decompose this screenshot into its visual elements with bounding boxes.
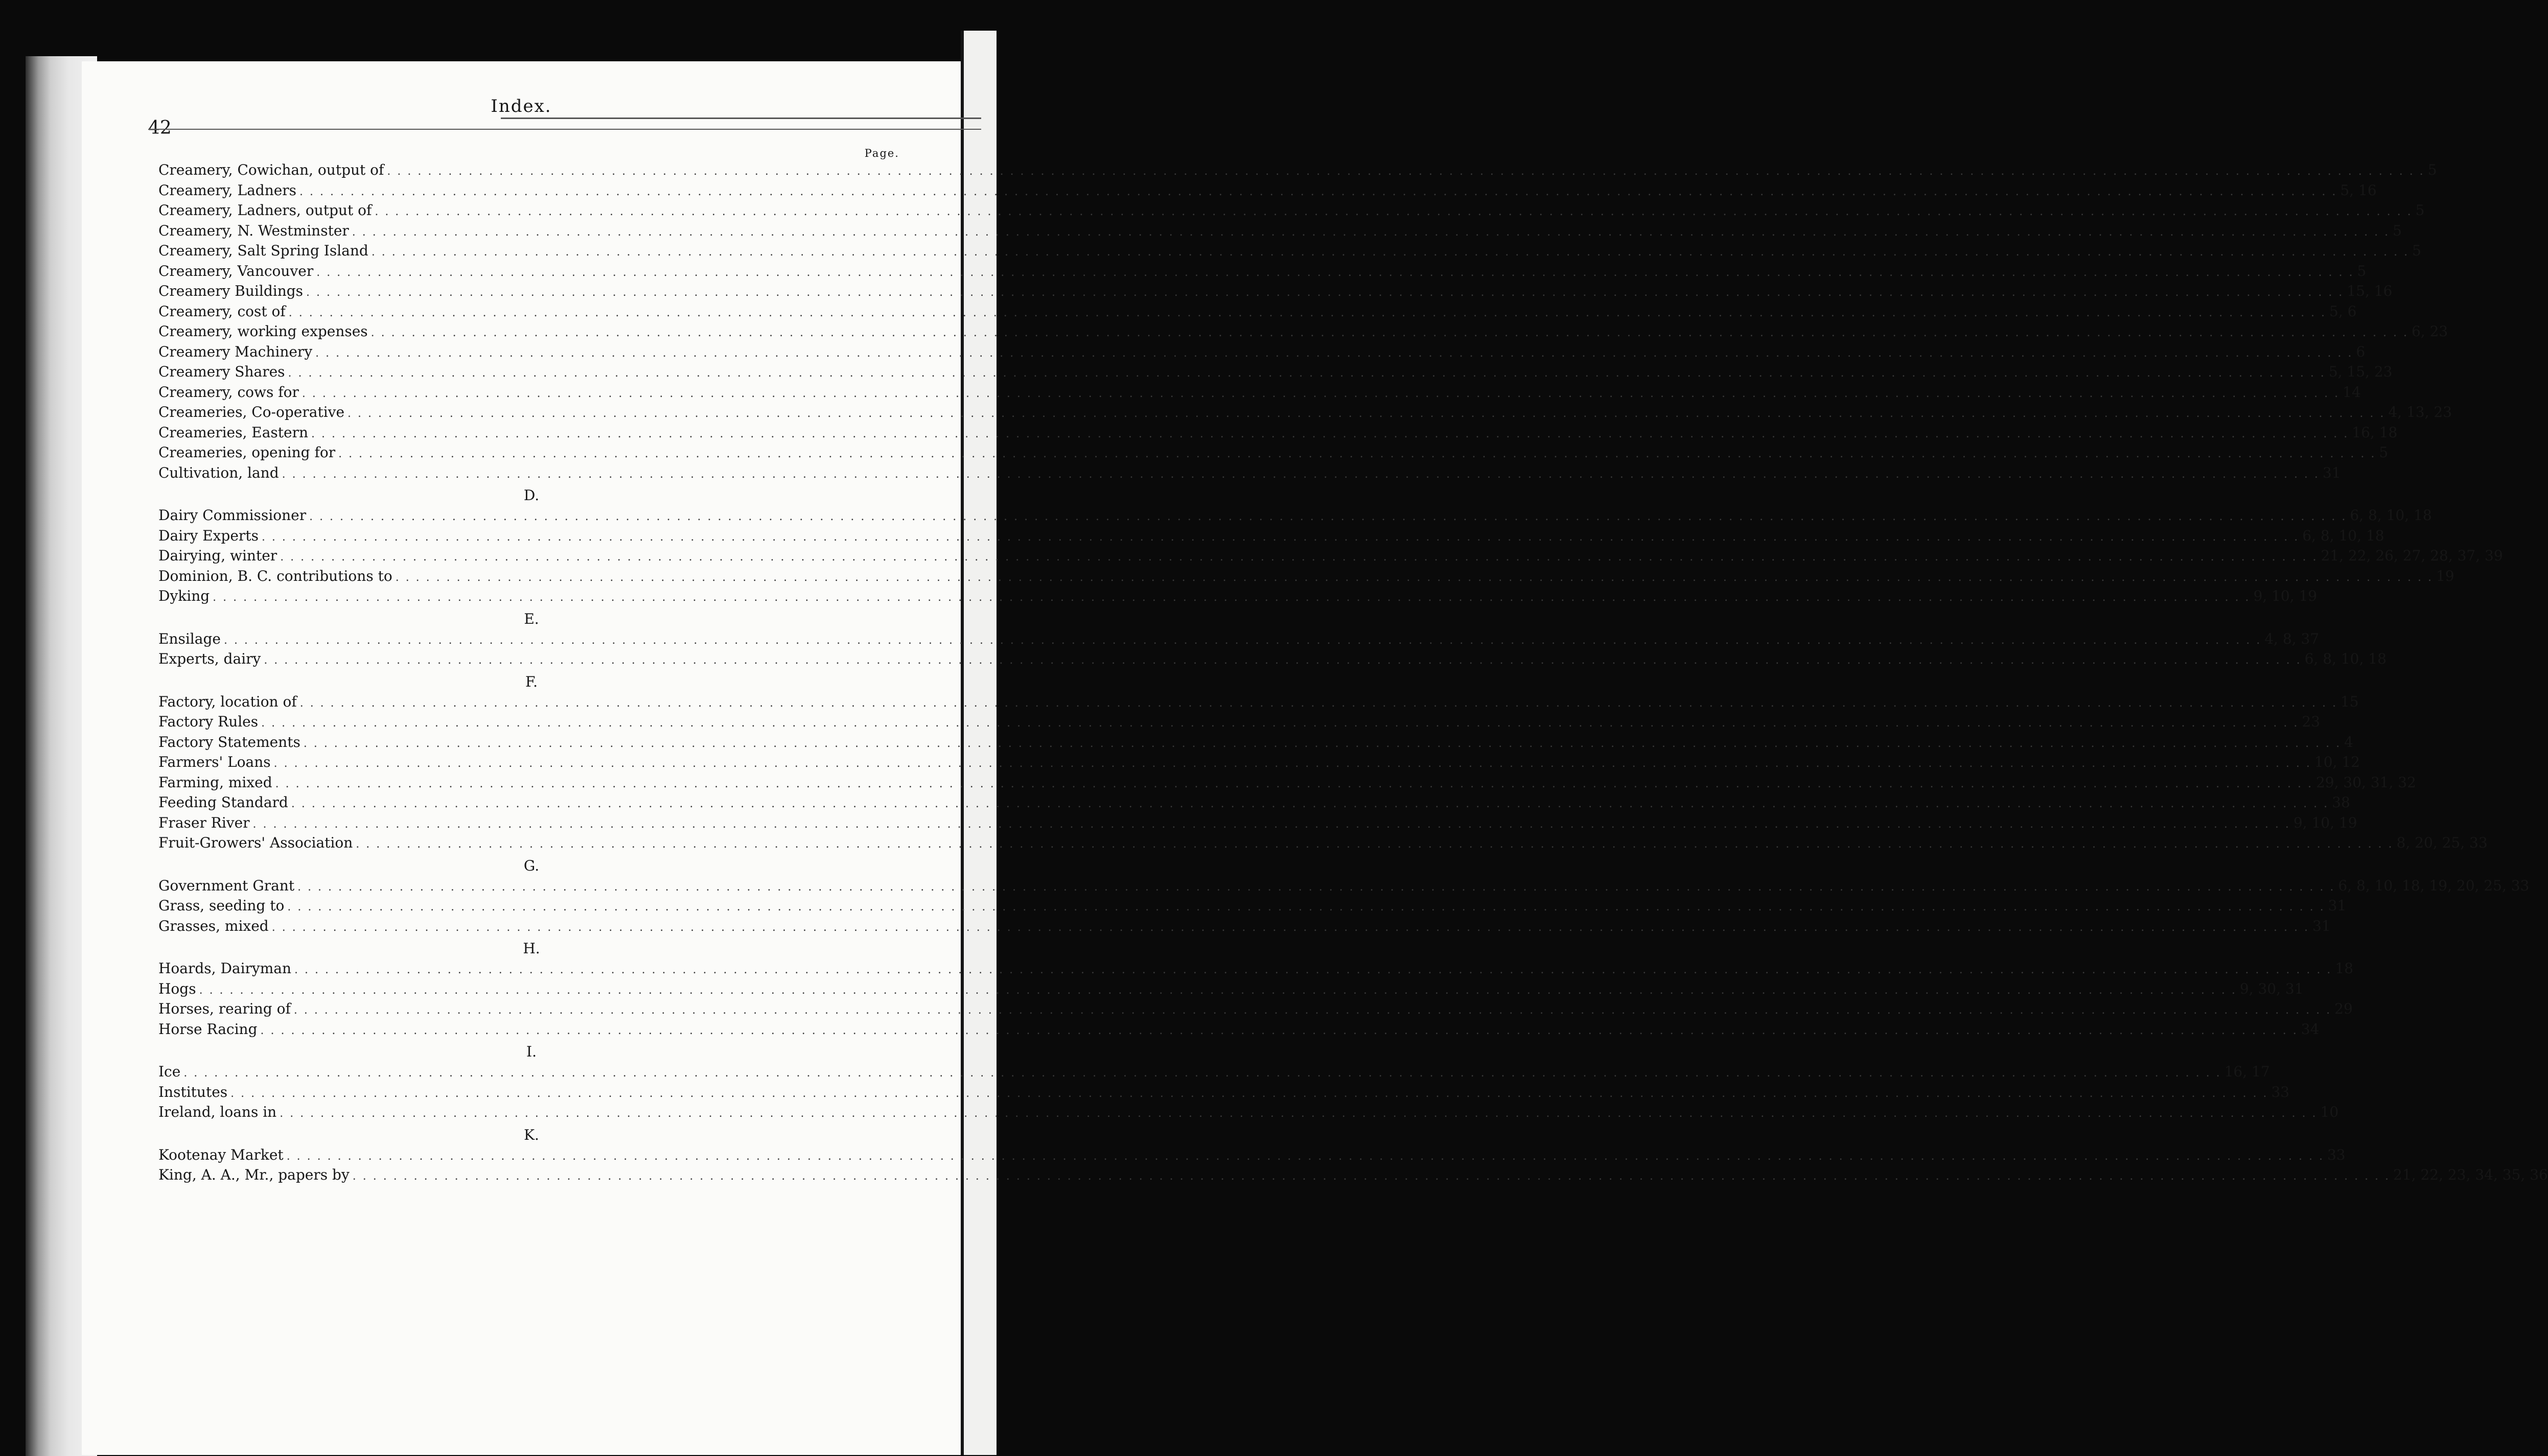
entry-pages: 9, 10, 19 (2253, 588, 2318, 604)
dot-leader: . . . . . . . . . . . . . . . . . . . . . . . . . . . . . . . . . . . . . . . . . . . . . . . . . . . . . . . . . . . . . . . . . . . . . . . . . . . . . . . . . . . . . . . . . . . . . . . . . . . . . . . . . . . . . . . . . . . . . . . . . . . . . . . . . . . . . . . . . . . . . . . . . . . . . . . . . . . . . . . . . . . . . . . . . . . . . . . . . . . . . . . . . . . . . . . . . . . . . . . . (356, 838, 2394, 851)
entry-label: Fruit-Growers' Association (158, 834, 353, 851)
entry-label: Creamery, Cowichan, output of (158, 161, 384, 178)
entry-pages: 21, 22, 26, 27, 28, 37, 39 (2321, 547, 2503, 564)
entry-label: Creamery, cows for (158, 383, 299, 401)
entry-label: Creameries, Co-operative (158, 404, 345, 420)
index-entry (158, 733, 2353, 754)
dot-leader: . . . . . . . . . . . . . . . . . . . . . . . . . . . . . . . . . . . . . . . . . . . . . . . . . . . . . . . . . . . . . . . . . . . . . . . . . . . . . . . . . . . . . . . . . . . . . . . . . . . . . . . . . . . . . . . . . . . . . . . . . . . . . . . . . . . . . . . . . . . . . . . . . . . . . . . . . . . . . . . . . . . . . . . . . . . . . . . . . . . . . . . . . . . . . . . . . . . . . . . . (299, 185, 2337, 198)
entry-pages: 5, 15, 23 (2328, 363, 2393, 380)
section-letter: D. (523, 487, 540, 504)
entry-label: Dyking (158, 588, 210, 604)
entry-pages: 23 (2302, 713, 2321, 730)
entry-pages: 5, 6 (2329, 302, 2357, 320)
entry-pages: 18 (2335, 960, 2353, 977)
entry-pages: 34 (2301, 1020, 2320, 1038)
index-entry (158, 302, 2357, 323)
index-entry (158, 1020, 2320, 1041)
dot-leader: . . . . . . . . . . . . . . . . . . . . . . . . . . . . . . . . . . . . . . . . . . . . . . . . . . . . . . . . . . . . . . . . . . . . . . . . . . . . . . . . . . . . . . . . . . . . . . . . . . . . . . . . . . . . . . . . . . . . . . . . . . . . . . . . . . . . . . . . . . . . . . . . . . . . . . . . . . . . . . . . . . . . . . . . . . . . . . . . . . . . . . . . . . . . . . . . . . . . . . . . (303, 737, 2342, 750)
entry-pages: 29, 30, 31, 32 (2315, 773, 2416, 791)
index-entry (158, 404, 2452, 424)
index-entry (158, 1000, 2353, 1021)
entry-label: Government Grant (158, 877, 295, 894)
dot-leader: . . . . . . . . . . . . . . . . . . . . . . . . . . . . . . . . . . . . . . . . . . . . . . . . . . . . . . . . . . . . . . . . . . . . . . . . . . . . . . . . . . . . . . . . . . . . . . . . . . . . . . . . . . . . . . . . . . . . . . . . . . . . . . . . . . . . . . . . . . . . . . . . . . . . . . . . . . . . . . . . . . . . . . . . . . . . . . . . . . . . . . . . . . . . . . . . . . . . . . . . (199, 983, 2237, 997)
entry-pages: 4 (2344, 733, 2353, 750)
entry-pages: 5 (2393, 222, 2402, 239)
dot-leader: . . . . . . . . . . . . . . . . . . . . . . . . . . . . . . . . . . . . . . . . . . . . . . . . . . . . . . . . . . . . . . . . . . . . . . . . . . . . . . . . . . . . . . . . . . . . . . . . . . . . . . . . . . . . . . . . . . . . . . . . . . . . . . . . . . . . . . . . . . . . . . . . . . . . . . . . . . . . . . . . . . . . . . . . . . . . . . . . . . . . . . . . . . . . . . . . . . . . . . . . (370, 326, 2408, 339)
index-entry (158, 1103, 2339, 1124)
entry-pages: 5 (2415, 202, 2425, 219)
entry-pages: 15, 16 (2347, 283, 2393, 299)
dot-leader: . . . . . . . . . . . . . . . . . . . . . . . . . . . . . . . . . . . . . . . . . . . . . . . . . . . . . . . . . . . . . . . . . . . . . . . . . . . . . . . . . . . . . . . . . . . . . . . . . . . . . . . . . . . . . . . . . . . . . . . . . . . . . . . . . . . . . . . . . . . . . . . . . . . . . . . . . . . . . . . . . . . . . . . . . . . . . . . . . . . . . . . . . . . . . . . . . . . . . . . . (375, 205, 2413, 218)
entry-pages: 14 (2343, 383, 2361, 401)
dot-leader: . . . . . . . . . . . . . . . . . . . . . . . . . . . . . . . . . . . . . . . . . . . . . . . . . . . . . . . . . . . . . . . . . . . . . . . . . . . . . . . . . . . . . . . . . . . . . . . . . . . . . . . . . . . . . . . . . . . . . . . . . . . . . . . . . . . . . . . . . . . . . . . . . . . . . . . . . . . . . . . . . . . . . . . . . . . . . . . . . . . . . . . . . . . . . . . . . . . . . . . . (260, 1024, 2298, 1037)
index-entry (158, 980, 2304, 1001)
index-entries (158, 161, 2548, 1187)
index-entry (158, 960, 2353, 980)
index-entry (158, 424, 2398, 444)
entry-label: Creameries, opening for (158, 444, 336, 461)
entry-label: Grass, seeding to (158, 897, 285, 914)
dot-leader: . . . . . . . . . . . . . . . . . . . . . . . . . . . . . . . . . . . . . . . . . . . . . . . . . . . . . . . . . . . . . . . . . . . . . . . . . . . . . . . . . . . . . . . . . . . . . . . . . . . . . . . . . . . . . . . . . . . . . . . . . . . . . . . . . . . . . . . . . . . . . . . . . . . . . . . . . . . . . . . . . . . . . . . . . . . . . . . . . . . . . . . . . . . . . . . . . . . . . . . . (288, 367, 2326, 380)
index-entry (158, 794, 2350, 814)
dot-leader: . . . . . . . . . . . . . . . . . . . . . . . . . . . . . . . . . . . . . . . . . . . . . . . . . . . . . . . . . . . . . . . . . . . . . . . . . . . . . . . . . . . . . . . . . . . . . . . . . . . . . . . . . . . . . . . . . . . . . . . . . . . . . . . . . . . . . . . . . . . . . . . . . . . . . . . . . . . . . . . . . . . . . . . . . . . . . . . . . . . . . . . . . . . . . . . . . . . . . . . . (261, 717, 2299, 730)
entry-label: Farmers' Loans (158, 754, 271, 770)
entry-pages: 6, 8, 10, 18 (2304, 650, 2387, 667)
entry-label: Dairy Experts (158, 527, 259, 544)
dot-leader: . . . . . . . . . . . . . . . . . . . . . . . . . . . . . . . . . . . . . . . . . . . . . . . . . . . . . . . . . . . . . . . . . . . . . . . . . . . . . . . . . . . . . . . . . . . . . . . . . . . . . . . . . . . . . . . . . . . . . . . . . . . . . . . . . . . . . . . . . . . . . . . . . . . . . . . . . . . . . . . . . . . . . . . . . . . . . . . . . . . . . . . . . . . . . . . . . . . . . . . . (291, 797, 2329, 810)
index-entry (158, 527, 2384, 548)
entry-label: Creamery, Vancouver (158, 262, 314, 279)
index-entry (158, 383, 2361, 404)
dot-leader: . . . . . . . . . . . . . . . . . . . . . . . . . . . . . . . . . . . . . . . . . . . . . . . . . . . . . . . . . . . . . . . . . . . . . . . . . . . . . . . . . . . . . . . . . . . . . . . . . . . . . . . . . . . . . . . . . . . . . . . . . . . . . . . . . . . . . . . . . . . . . . . . . . . . . . . . . . . . . . . . . . . . . . . . . . . . . . . . . . . . . . . . . . . . . . . . . . . . . . . . (261, 530, 2300, 544)
entry-pages: 9, 30, 31 (2239, 980, 2304, 997)
dot-leader: . . . . . . . . . . . . . . . . . . . . . . . . . . . . . . . . . . . . . . . . . . . . . . . . . . . . . . . . . . . . . . . . . . . . . . . . . . . . . . . . . . . . . . . . . . . . . . . . . . . . . . . . . . . . . . . . . . . . . . . . . . . . . . . . . . . . . . . . . . . . . . . . . . . . . . . . . . . . . . . . . . . . . . . . . . . . . . . . . . . . . . . . . . . . . . . . . . . . . . . . (338, 448, 2376, 460)
index-entry (158, 444, 2389, 464)
entry-label: Creamery, working expenses (158, 323, 368, 340)
header-rule-lower (148, 129, 981, 130)
entry-label: King, A. A., Mr., papers by (158, 1166, 350, 1183)
dot-leader: . . . . . . . . . . . . . . . . . . . . . . . . . . . . . . . . . . . . . . . . . . . . . . . . . . . . . . . . . . . . . . . . . . . . . . . . . . . . . . . . . . . . . . . . . . . . . . . . . . . . . . . . . . . . . . . . . . . . . . . . . . . . . . . . . . . . . . . . . . . . . . . . . . . . . . . . . . . . . . . . . . . . . . . . . . . . . . . . . . . . . . . . . . . . . . . . . . . . . . . . (395, 571, 2433, 584)
entry-label: Hoards, Dairyman (158, 960, 292, 977)
dot-leader: . . . . . . . . . . . . . . . . . . . . . . . . . . . . . . . . . . . . . . . . . . . . . . . . . . . . . . . . . . . . . . . . . . . . . . . . . . . . . . . . . . . . . . . . . . . . . . . . . . . . . . . . . . . . . . . . . . . . . . . . . . . . . . . . . . . . . . . . . . . . . . . . . . . . . . . . . . . . . . . . . . . . . . . . . . . . . . . . . . . . . . . . . . . . . . . . . . . . . . . . (230, 1087, 2268, 1100)
dot-leader: . . . . . . . . . . . . . . . . . . . . . . . . . . . . . . . . . . . . . . . . . . . . . . . . . . . . . . . . . . . . . . . . . . . . . . . . . . . . . . . . . . . . . . . . . . . . . . . . . . . . . . . . . . . . . . . . . . . . . . . . . . . . . . . . . . . . . . . . . . . . . . . . . . . . . . . . . . . . . . . . . . . . . . . . . . . . . . . . . . . . . . . . . . . . . . . . . . . . . . . . (294, 964, 2332, 976)
section-letter: F. (525, 673, 538, 690)
index-entry (158, 161, 2437, 182)
entry-pages: 10, 12 (2314, 754, 2360, 770)
dot-leader: . . . . . . . . . . . . . . . . . . . . . . . . . . . . . . . . . . . . . . . . . . . . . . . . . . . . . . . . . . . . . . . . . . . . . . . . . . . . . . . . . . . . . . . . . . . . . . . . . . . . . . . . . . . . . . . . . . . . . . . . . . . . . . . . . . . . . . . . . . . . . . . . . . . . . . . . . . . . . . . . . . . . . . . . . . . . . . . . . . . . . . . . . . . . . . . . . . . . . . . . (280, 1107, 2318, 1120)
index-entry (158, 323, 2448, 343)
entry-label: Factory Statements (158, 733, 300, 750)
index-entry (158, 834, 2488, 855)
entry-pages: 33 (2327, 1146, 2346, 1163)
entry-pages: 21, 22, 23, 34, 35, 36 (2393, 1166, 2548, 1183)
index-entry (158, 1146, 2346, 1167)
index-entry (158, 343, 2366, 364)
dot-leader: . . . . . . . . . . . . . . . . . . . . . . . . . . . . . . . . . . . . . . . . . . . . . . . . . . . . . . . . . . . . . . . . . . . . . . . . . . . . . . . . . . . . . . . . . . . . . . . . . . . . . . . . . . . . . . . . . . . . . . . . . . . . . . . . . . . . . . . . . . . . . . . . . . . . . . . . . . . . . . . . . . . . . . . . . . . . . . . . . . . . . . . . . . . . . . . . . . . . . . . . (352, 225, 2390, 239)
entry-label: Factory, location of (158, 693, 297, 710)
entry-label: Creamery, cost of (158, 302, 286, 320)
entry-pages: 6, 8, 10, 18 (2350, 507, 2432, 524)
dot-leader: . . . . . . . . . . . . . . . . . . . . . . . . . . . . . . . . . . . . . . . . . . . . . . . . . . . . . . . . . . . . . . . . . . . . . . . . . . . . . . . . . . . . . . . . . . . . . . . . . . . . . . . . . . . . . . . . . . . . . . . . . . . . . . . . . . . . . . . . . . . . . . . . . . . . . . . . . . . . . . . . . . . . . . . . . . . . . . . . . . . . . . . . . . . . . . . . . . . . . . . . (293, 1004, 2332, 1017)
dot-leader: . . . . . . . . . . . . . . . . . . . . . . . . . . . . . . . . . . . . . . . . . . . . . . . . . . . . . . . . . . . . . . . . . . . . . . . . . . . . . . . . . . . . . . . . . . . . . . . . . . . . . . . . . . . . . . . . . . . . . . . . . . . . . . . . . . . . . . . . . . . . . . . . . . . . . . . . . . . . . . . . . . . . . . . . . . . . . . . . . . . . . . . . . . . . . . . . . . . . . . . . (287, 901, 2325, 913)
dot-leader: . . . . . . . . . . . . . . . . . . . . . . . . . . . . . . . . . . . . . . . . . . . . . . . . . . . . . . . . . . . . . . . . . . . . . . . . . . . . . . . . . . . . . . . . . . . . . . . . . . . . . . . . . . . . . . . . . . . . . . . . . . . . . . . . . . . . . . . . . . . . . . . . . . . . . . . . . . . . . . . . . . . . . . . . . . . . . . . . . . . . . . . . . . . . . . . . . . . . . . . . (316, 266, 2354, 279)
dot-leader: . . . . . . . . . . . . . . . . . . . . . . . . . . . . . . . . . . . . . . . . . . . . . . . . . . . . . . . . . . . . . . . . . . . . . . . . . . . . . . . . . . . . . . . . . . . . . . . . . . . . . . . . . . . . . . . . . . . . . . . . . . . . . . . . . . . . . . . . . . . . . . . . . . . . . . . . . . . . . . . . . . . . . . . . . . . . . . . . . . . . . . . . . . . . . . . . . . . . . . . . (273, 757, 2311, 770)
dot-leader: . . . . . . . . . . . . . . . . . . . . . . . . . . . . . . . . . . . . . . . . . . . . . . . . . . . . . . . . . . . . . . . . . . . . . . . . . . . . . . . . . . . . . . . . . . . . . . . . . . . . . . . . . . . . . . . . . . . . . . . . . . . . . . . . . . . . . . . . . . . . . . . . . . . . . . . . . . . . . . . . . . . . . . . . . . . . . . . . . . . . . . . . . . . . . . . . . . . . . . . . (352, 1170, 2391, 1183)
entry-pages: 5 (2357, 262, 2367, 279)
index-entry (158, 567, 2454, 588)
entry-pages: 31 (2328, 897, 2347, 914)
dot-leader: . . . . . . . . . . . . . . . . . . . . . . . . . . . . . . . . . . . . . . . . . . . . . . . . . . . . . . . . . . . . . . . . . . . . . . . . . . . . . . . . . . . . . . . . . . . . . . . . . . . . . . . . . . . . . . . . . . . . . . . . . . . . . . . . . . . . . . . . . . . . . . . . . . . . . . . . . . . . . . . . . . . . . . . . . . . . . . . . . . . . . . . . . . . . . . . . . . . . . . . . (271, 921, 2309, 934)
dot-leader: . . . . . . . . . . . . . . . . . . . . . . . . . . . . . . . . . . . . . . . . . . . . . . . . . . . . . . . . . . . . . . . . . . . . . . . . . . . . . . . . . . . . . . . . . . . . . . . . . . . . . . . . . . . . . . . . . . . . . . . . . . . . . . . . . . . . . . . . . . . . . . . . . . . . . . . . . . . . . . . . . . . . . . . . . . . . . . . . . . . . . . . . . . . . . . . . . . . . . . . . (387, 165, 2425, 178)
entry-label: Creamery Shares (158, 363, 285, 380)
dot-leader: . . . . . . . . . . . . . . . . . . . . . . . . . . . . . . . . . . . . . . . . . . . . . . . . . . . . . . . . . . . . . . . . . . . . . . . . . . . . . . . . . . . . . . . . . . . . . . . . . . . . . . . . . . . . . . . . . . . . . . . . . . . . . . . . . . . . . . . . . . . . . . . . . . . . . . . . . . . . . . . . . . . . . . . . . . . . . . . . . . . . . . . . . . . . . . . . . . . . . . . . (348, 407, 2385, 420)
dot-leader: . . . . . . . . . . . . . . . . . . . . . . . . . . . . . . . . . . . . . . . . . . . . . . . . . . . . . . . . . . . . . . . . . . . . . . . . . . . . . . . . . . . . . . . . . . . . . . . . . . . . . . . . . . . . . . . . . . . . . . . . . . . . . . . . . . . . . . . . . . . . . . . . . . . . . . . . . . . . . . . . . . . . . . . . . . . . . . . . . . . . . . . . . . . . . . . . . . . . . . . . (288, 306, 2327, 319)
entry-pages: 5 (2379, 444, 2389, 461)
entry-pages: 38 (2332, 794, 2350, 811)
entry-pages: 29 (2334, 1000, 2353, 1017)
dot-leader: . . . . . . . . . . . . . . . . . . . . . . . . . . . . . . . . . . . . . . . . . . . . . . . . . . . . . . . . . . . . . . . . . . . . . . . . . . . . . . . . . . . . . . . . . . . . . . . . . . . . . . . . . . . . . . . . . . . . . . . . . . . . . . . . . . . . . . . . . . . . . . . . . . . . . . . . . . . . . . . . . . . . . . . . . . . . . . . . . . . . . . . . . . . . . . . . . . . . . . . . (306, 286, 2344, 299)
index-entry (158, 1063, 2270, 1084)
entry-pages: 31 (2312, 917, 2331, 934)
index-entry (158, 754, 2360, 774)
entry-pages: 6, 23 (2411, 323, 2448, 340)
entry-pages: 19 (2436, 567, 2454, 584)
index-entry (158, 713, 2321, 734)
index-entry (158, 773, 2416, 794)
entry-label: Ice (158, 1063, 181, 1080)
dot-leader: . . . . . . . . . . . . . . . . . . . . . . . . . . . . . . . . . . . . . . . . . . . . . . . . . . . . . . . . . . . . . . . . . . . . . . . . . . . . . . . . . . . . . . . . . . . . . . . . . . . . . . . . . . . . . . . . . . . . . . . . . . . . . . . . . . . . . . . . . . . . . . . . . . . . . . . . . . . . . . . . . . . . . . . . . . . . . . . . . . . . . . . . . . . . . . . . . . . . . . . . (311, 427, 2349, 440)
entry-label: Dairy Commissioner (158, 507, 307, 524)
section-letter: H. (523, 940, 540, 957)
index-entry (158, 283, 2393, 303)
index-entry (158, 1083, 2290, 1104)
dot-leader: . . . . . . . . . . . . . . . . . . . . . . . . . . . . . . . . . . . . . . . . . . . . . . . . . . . . . . . . . . . . . . . . . . . . . . . . . . . . . . . . . . . . . . . . . . . . . . . . . . . . . . . . . . . . . . . . . . . . . . . . . . . . . . . . . . . . . . . . . . . . . . . . . . . . . . . . . . . . . . . . . . . . . . . . . . . . . . . . . . . . . . . . . . . . . . . . . . . . . . . . (299, 696, 2337, 710)
dot-leader: . . . . . . . . . . . . . . . . . . . . . . . . . . . . . . . . . . . . . . . . . . . . . . . . . . . . . . . . . . . . . . . . . . . . . . . . . . . . . . . . . . . . . . . . . . . . . . . . . . . . . . . . . . . . . . . . . . . . . . . . . . . . . . . . . . . . . . . . . . . . . . . . . . . . . . . . . . . . . . . . . . . . . . . . . . . . . . . . . . . . . . . . . . . . . . . . . . . . . . . . (264, 654, 2302, 667)
page-title: Index. (491, 96, 552, 116)
index-entry (158, 630, 2320, 651)
entry-pages: 8, 20, 25, 33 (2396, 834, 2488, 851)
index-entry (158, 202, 2425, 222)
section-letter: E. (524, 610, 539, 627)
index-entry (158, 242, 2421, 263)
page-number: 42 (148, 118, 172, 138)
entry-label: Creameries, Eastern (158, 424, 309, 441)
entry-label: Factory Rules (158, 713, 259, 730)
entry-label: Creamery, Ladners (158, 181, 297, 199)
dot-leader: . . . . . . . . . . . . . . . . . . . . . . . . . . . . . . . . . . . . . . . . . . . . . . . . . . . . . . . . . . . . . . . . . . . . . . . . . . . . . . . . . . . . . . . . . . . . . . . . . . . . . . . . . . . . . . . . . . . . . . . . . . . . . . . . . . . . . . . . . . . . . . . . . . . . . . . . . . . . . . . . . . . . . . . . . . . . . . . . . . . . . . . . . . . . . . . . . . . . . . . . (371, 246, 2410, 259)
section-letter: G. (523, 857, 540, 874)
entry-label: Kootenay Market (158, 1146, 284, 1163)
entry-pages: 4, 13, 23 (2388, 404, 2452, 420)
index-entry (158, 262, 2367, 283)
entry-label: Feeding Standard (158, 794, 288, 811)
index-entry (158, 1166, 2548, 1187)
entry-pages: 5, 16 (2340, 181, 2377, 199)
entry-label: Hogs (158, 980, 196, 997)
entry-pages: 6 (2356, 343, 2366, 360)
index-entry (158, 588, 2318, 608)
entry-label: Creamery Machinery (158, 343, 313, 360)
entry-pages: 15 (2340, 693, 2359, 710)
entry-label: Horse Racing (158, 1020, 258, 1038)
entry-pages: 9, 10, 19 (2293, 814, 2357, 831)
entry-pages: 16, 17 (2224, 1063, 2270, 1080)
dot-leader: . . . . . . . . . . . . . . . . . . . . . . . . . . . . . . . . . . . . . . . . . . . . . . . . . . . . . . . . . . . . . . . . . . . . . . . . . . . . . . . . . . . . . . . . . . . . . . . . . . . . . . . . . . . . . . . . . . . . . . . . . . . . . . . . . . . . . . . . . . . . . . . . . . . . . . . . . . . . . . . . . . . . . . . . . . . . . . . . . . . . . . . . . . . . . . . . . . . . . . . . (297, 880, 2335, 894)
page-column-label: Page. (864, 147, 899, 159)
entry-pages: 6, 8, 10, 18, 19, 20, 25, 33 (2338, 877, 2530, 894)
entry-pages: 4, 8, 37 (2264, 630, 2320, 647)
section-letter: I. (526, 1043, 537, 1060)
entry-label: Creamery Buildings (158, 283, 304, 299)
index-entry (158, 693, 2359, 714)
entry-pages: 10 (2320, 1103, 2339, 1120)
entry-pages: 33 (2271, 1083, 2290, 1100)
index-entry (158, 363, 2393, 384)
index-entry (158, 814, 2357, 835)
index-page (82, 61, 2548, 1455)
index-entry (158, 877, 2530, 898)
dot-leader: . . . . . . . . . . . . . . . . . . . . . . . . . . . . . . . . . . . . . . . . . . . . . . . . . . . . . . . . . . . . . . . . . . . . . . . . . . . . . . . . . . . . . . . . . . . . . . . . . . . . . . . . . . . . . . . . . . . . . . . . . . . . . . . . . . . . . . . . . . . . . . . . . . . . . . . . . . . . . . . . . . . . . . . . . . . . . . . . . . . . . . . . . . . . . . . . . . . . . . . . (252, 817, 2290, 831)
entry-label: Ensilage (158, 630, 221, 647)
dot-leader: . . . . . . . . . . . . . . . . . . . . . . . . . . . . . . . . . . . . . . . . . . . . . . . . . . . . . . . . . . . . . . . . . . . . . . . . . . . . . . . . . . . . . . . . . . . . . . . . . . . . . . . . . . . . . . . . . . . . . . . . . . . . . . . . . . . . . . . . . . . . . . . . . . . . . . . . . . . . . . . . . . . . . . . . . . . . . . . . . . . . . . . . . . . . . . . . . . . . . . . . (282, 467, 2320, 481)
index-entry (158, 917, 2331, 938)
entry-label: Fraser River (158, 814, 250, 831)
dot-leader: . . . . . . . . . . . . . . . . . . . . . . . . . . . . . . . . . . . . . . . . . . . . . . . . . . . . . . . . . . . . . . . . . . . . . . . . . . . . . . . . . . . . . . . . . . . . . . . . . . . . . . . . . . . . . . . . . . . . . . . . . . . . . . . . . . . . . . . . . . . . . . . . . . . . . . . . . . . . . . . . . . . . . . . . . . . . . . . . . . . . . . . . . . . . . . . . . . . . . . . . (302, 387, 2340, 400)
entry-label: Dairying, winter (158, 547, 277, 564)
entry-pages: 16, 18 (2352, 424, 2398, 441)
index-entry (158, 650, 2387, 671)
dot-leader: . . . . . . . . . . . . . . . . . . . . . . . . . . . . . . . . . . . . . . . . . . . . . . . . . . . . . . . . . . . . . . . . . . . . . . . . . . . . . . . . . . . . . . . . . . . . . . . . . . . . . . . . . . . . . . . . . . . . . . . . . . . . . . . . . . . . . . . . . . . . . . . . . . . . . . . . . . . . . . . . . . . . . . . . . . . . . . . . . . . . . . . . . . . . . . . . . . . . . . . . (275, 777, 2313, 790)
index-entry (158, 222, 2402, 243)
index-entry (158, 507, 2432, 527)
entry-label: Institutes (158, 1083, 228, 1100)
entry-pages: 5 (2412, 242, 2421, 259)
index-entry (158, 181, 2377, 202)
entry-label: Creamery, Ladners, output of (158, 202, 372, 219)
entry-label: Ireland, loans in (158, 1103, 277, 1120)
dot-leader: . . . . . . . . . . . . . . . . . . . . . . . . . . . . . . . . . . . . . . . . . . . . . . . . . . . . . . . . . . . . . . . . . . . . . . . . . . . . . . . . . . . . . . . . . . . . . . . . . . . . . . . . . . . . . . . . . . . . . . . . . . . . . . . . . . . . . . . . . . . . . . . . . . . . . . . . . . . . . . . . . . . . . . . . . . . . . . . . . . . . . . . . . . . . . . . . . . . . . . . . (315, 346, 2353, 360)
dot-leader: . . . . . . . . . . . . . . . . . . . . . . . . . . . . . . . . . . . . . . . . . . . . . . . . . . . . . . . . . . . . . . . . . . . . . . . . . . . . . . . . . . . . . . . . . . . . . . . . . . . . . . . . . . . . . . . . . . . . . . . . . . . . . . . . . . . . . . . . . . . . . . . . . . . . . . . . . . . . . . . . . . . . . . . . . . . . . . . . . . . . . . . . . . . . . . . . . . . . . . . . (309, 510, 2347, 523)
entry-label: Cultivation, land (158, 464, 279, 481)
entry-label: Experts, dairy (158, 650, 261, 667)
dot-leader: . . . . . . . . . . . . . . . . . . . . . . . . . . . . . . . . . . . . . . . . . . . . . . . . . . . . . . . . . . . . . . . . . . . . . . . . . . . . . . . . . . . . . . . . . . . . . . . . . . . . . . . . . . . . . . . . . . . . . . . . . . . . . . . . . . . . . . . . . . . . . . . . . . . . . . . . . . . . . . . . . . . . . . . . . . . . . . . . . . . . . . . . . . . . . . . . . . . . . . . . (213, 591, 2251, 604)
entry-label: Creamery, N. Westminster (158, 222, 349, 239)
entry-pages: 5 (2427, 161, 2437, 178)
index-entry (158, 464, 2341, 485)
entry-label: Farming, mixed (158, 773, 272, 791)
entry-label: Grasses, mixed (158, 917, 269, 934)
dot-leader: . . . . . . . . . . . . . . . . . . . . . . . . . . . . . . . . . . . . . . . . . . . . . . . . . . . . . . . . . . . . . . . . . . . . . . . . . . . . . . . . . . . . . . . . . . . . . . . . . . . . . . . . . . . . . . . . . . . . . . . . . . . . . . . . . . . . . . . . . . . . . . . . . . . . . . . . . . . . . . . . . . . . . . . . . . . . . . . . . . . . . . . . . . . . . . . . . . . . . . . . (223, 633, 2262, 647)
dot-leader: . . . . . . . . . . . . . . . . . . . . . . . . . . . . . . . . . . . . . . . . . . . . . . . . . . . . . . . . . . . . . . . . . . . . . . . . . . . . . . . . . . . . . . . . . . . . . . . . . . . . . . . . . . . . . . . . . . . . . . . . . . . . . . . . . . . . . . . . . . . . . . . . . . . . . . . . . . . . . . . . . . . . . . . . . . . . . . . . . . . . . . . . . . . . . . . . . . . . . . . . (286, 1149, 2324, 1163)
section-letter: K. (524, 1126, 539, 1143)
index-entry (158, 897, 2347, 918)
dot-leader: . . . . . . . . . . . . . . . . . . . . . . . . . . . . . . . . . . . . . . . . . . . . . . . . . . . . . . . . . . . . . . . . . . . . . . . . . . . . . . . . . . . . . . . . . . . . . . . . . . . . . . . . . . . . . . . . . . . . . . . . . . . . . . . . . . . . . . . . . . . . . . . . . . . . . . . . . . . . . . . . . . . . . . . . . . . . . . . . . . . . . . . . . . . . . . . . . . . . . . . . (183, 1067, 2221, 1079)
entry-pages: 31 (2322, 464, 2341, 481)
dot-leader: . . . . . . . . . . . . . . . . . . . . . . . . . . . . . . . . . . . . . . . . . . . . . . . . . . . . . . . . . . . . . . . . . . . . . . . . . . . . . . . . . . . . . . . . . . . . . . . . . . . . . . . . . . . . . . . . . . . . . . . . . . . . . . . . . . . . . . . . . . . . . . . . . . . . . . . . . . . . . . . . . . . . . . . . . . . . . . . . . . . . . . . . . . . . . . . . . . . . . . . . (280, 551, 2318, 563)
entry-label: Dominion, B. C. contributions to (158, 567, 392, 584)
entry-label: Horses, rearing of (158, 1000, 291, 1017)
index-entry (158, 547, 2503, 568)
entry-pages: 6, 8, 10, 18 (2302, 527, 2384, 544)
entry-label: Creamery, Salt Spring Island (158, 242, 368, 259)
header-rule-upper (501, 118, 981, 119)
